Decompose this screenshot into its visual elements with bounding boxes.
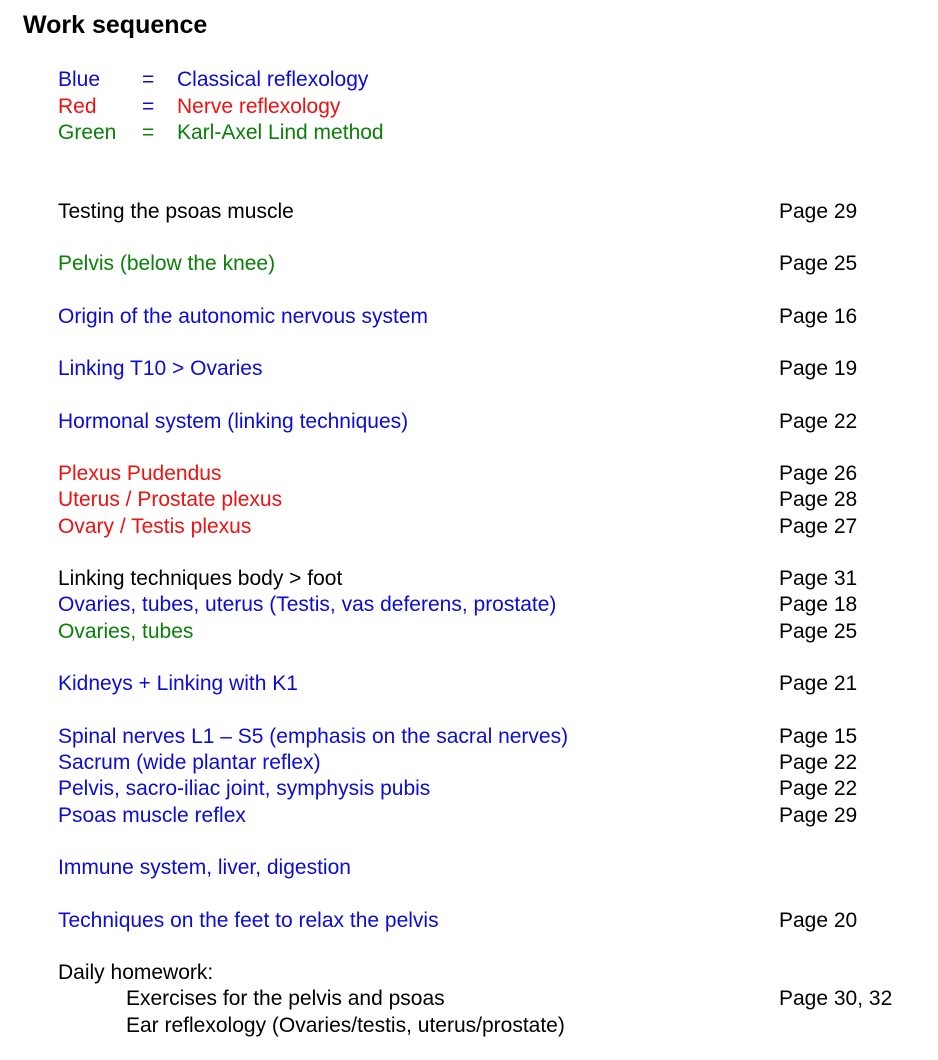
page-reference: Page 25 <box>779 252 858 275</box>
legend-meaning: Nerve reflexology <box>177 95 341 118</box>
list-item: Immune system, liver, digestion <box>58 856 351 879</box>
list-item: Testing the psoas muscle <box>58 200 294 223</box>
page-reference: Page 22 <box>779 410 858 433</box>
list-item: Origin of the autonomic nervous system <box>58 305 429 328</box>
list-item: Plexus Pudendus <box>58 462 222 485</box>
list-item: Pelvis, sacro-iliac joint, symphysis pubis <box>58 777 431 800</box>
list-item: Linking T10 > Ovaries <box>58 357 263 380</box>
page-title: Work sequence <box>23 11 208 39</box>
page-reference: Page 22 <box>779 751 858 774</box>
page-reference: Page 28 <box>779 488 858 511</box>
list-item: Exercises for the pelvis and psoas <box>126 987 445 1010</box>
page-reference: Page 31 <box>779 567 858 590</box>
legend-meaning: Karl-Axel Lind method <box>177 121 384 144</box>
list-item: Ovary / Testis plexus <box>58 515 252 538</box>
list-item: Uterus / Prostate plexus <box>58 488 283 511</box>
legend-color-name: Red <box>58 95 97 118</box>
list-item: Linking techniques body > foot <box>58 567 343 590</box>
page-reference: Page 22 <box>779 777 858 800</box>
list-item: Ovaries, tubes, uterus (Testis, vas deferens, prostate) <box>58 593 557 616</box>
list-item: Ear reflexology (Ovaries/testis, uterus/prostate) <box>126 1014 565 1037</box>
page-reference: Page 25 <box>779 620 858 643</box>
page-reference: Page 15 <box>779 725 858 748</box>
list-item: Spinal nerves L1 – S5 (emphasis on the sacral nerves) <box>58 725 569 748</box>
legend-color-name: Green <box>58 121 117 144</box>
list-item: Daily homework: <box>58 961 214 984</box>
page-reference: Page 29 <box>779 200 858 223</box>
list-item: Psoas muscle reflex <box>58 804 246 827</box>
list-item: Techniques on the feet to relax the pelvis <box>58 909 439 932</box>
list-item: Pelvis (below the knee) <box>58 252 276 275</box>
list-item: Sacrum (wide plantar reflex) <box>58 751 321 774</box>
page-reference: Page 29 <box>779 804 858 827</box>
legend-equals: = <box>142 68 155 91</box>
page-reference: Page 21 <box>779 672 858 695</box>
legend-color-name: Blue <box>58 68 101 91</box>
legend-equals: = <box>142 121 155 144</box>
list-item: Kidneys + Linking with K1 <box>58 672 298 695</box>
page-reference: Page 27 <box>779 515 858 538</box>
legend-meaning: Classical reflexology <box>177 68 369 91</box>
page-reference: Page 16 <box>779 305 858 328</box>
list-item: Hormonal system (linking techniques) <box>58 410 409 433</box>
page-reference: Page 26 <box>779 462 858 485</box>
list-item: Ovaries, tubes <box>58 620 194 643</box>
page-reference: Page 20 <box>779 909 858 932</box>
page-reference: Page 18 <box>779 593 858 616</box>
page-reference: Page 19 <box>779 357 858 380</box>
legend-equals: = <box>142 95 155 118</box>
page-reference: Page 30, 32 <box>779 987 893 1010</box>
